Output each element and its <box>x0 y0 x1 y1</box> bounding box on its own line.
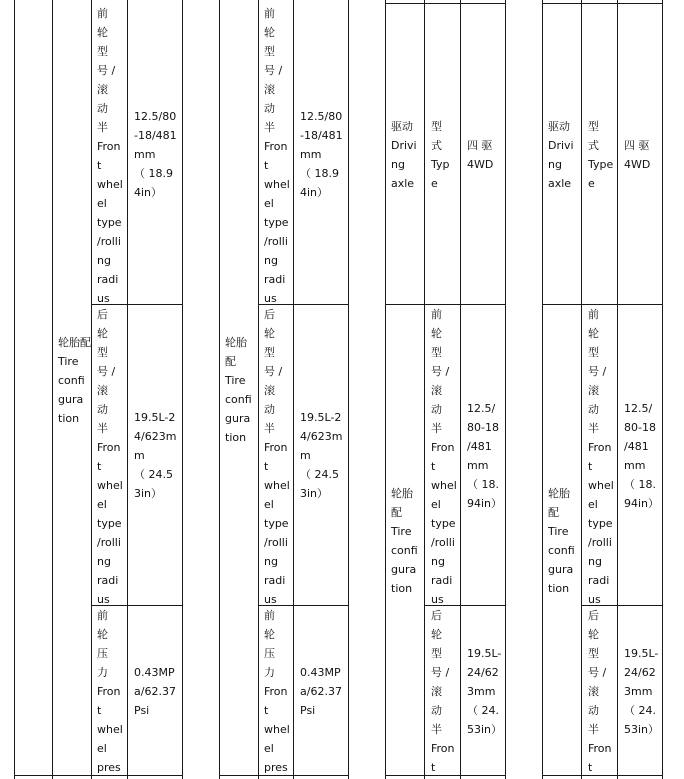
grid-line <box>662 0 663 779</box>
axle-type-label: 型 式 Typ e <box>431 120 450 190</box>
rear-wheel-type-label: 后 轮 型 号 / 滚 动 半 Fron t whel el type /rolli ng radi us <box>264 308 290 606</box>
front-wheel-type-value: 12.5/80 -18/481 mm （ 18.9 4in） <box>134 110 177 199</box>
rear-wheel-type-value: 19.5L-2 4/623m m （ 24.5 3in） <box>300 411 343 500</box>
front-wheel-type-label: 前 轮 型 号 / 滚 动 半 Fron t whel el type /rolli ng radi us <box>588 308 614 606</box>
front-wheel-pressure-value: 0.43MP a/62.37 Psi <box>134 666 176 717</box>
grid-line <box>127 0 128 779</box>
tire-config-label: 轮胎 配 Tire confi gura tion <box>225 336 252 444</box>
grid-line <box>182 0 183 779</box>
grid-line <box>581 0 582 779</box>
rear-wheel-type-label: 后 轮 型 号 / 滚 动 半 Fron t whel el type /rolli ng radi us <box>97 308 123 606</box>
grid-line <box>348 0 349 779</box>
rear-wheel-type-label: 后 轮 型 号 / 滚 动 半 Fron t <box>431 609 455 774</box>
grid-line <box>14 0 15 779</box>
tire-config-label: 轮胎 配 Tire confi gura tion <box>548 487 575 595</box>
front-wheel-type-value: 12.5/ 80-18 /481 mm （ 18. 94in） <box>467 402 503 510</box>
grid-line <box>258 0 259 779</box>
grid-line <box>505 0 506 779</box>
front-wheel-type-label: 前 轮 型 号 / 滚 动 半 Fron t whel el type /rolli ng radi us <box>431 308 457 606</box>
tire-config-label: 轮胎配 Tire confi gura tion <box>58 336 91 425</box>
grid-line <box>385 0 386 779</box>
rear-wheel-type-value: 19.5L-2 4/623m m （ 24.5 3in） <box>134 411 177 500</box>
front-wheel-pressure-label: 前 轮 压 力 Fron t whel el pres <box>97 609 123 774</box>
rear-wheel-type-label: 后 轮 型 号 / 滚 动 半 Fron t <box>588 609 612 774</box>
grid-line <box>542 0 543 779</box>
axle-type-label: 型 式 Type e <box>588 120 614 190</box>
front-wheel-type-value: 12.5/ 80-18 /481 mm （ 18. 94in） <box>624 402 660 510</box>
rear-wheel-type-value: 19.5L- 24/62 3mm （ 24. 53in） <box>624 647 660 736</box>
grid-line <box>617 0 618 779</box>
grid-line <box>385 3 506 4</box>
grid-line <box>91 0 92 779</box>
tire-config-label: 轮胎 配 Tire confi gura tion <box>391 487 418 595</box>
axle-type-value: 四 驱 4WD <box>624 139 651 171</box>
driving-axle-label: 驱动 Drivi ng axle <box>548 120 574 190</box>
driving-axle-label: 驱动 Drivi ng axle <box>391 120 417 190</box>
grid-line <box>542 3 663 4</box>
rear-wheel-type-value: 19.5L- 24/62 3mm （ 24. 53in） <box>467 647 503 736</box>
front-wheel-type-label: 前 轮 型 号 / 滚 动 半 Fron t whel el type /rolli ng radi us <box>97 7 123 305</box>
grid-line <box>293 0 294 779</box>
grid-line <box>460 0 461 779</box>
front-wheel-pressure-value: 0.43MP a/62.37 Psi <box>300 666 342 717</box>
front-wheel-type-value: 12.5/80 -18/481 mm （ 18.9 4in） <box>300 110 343 199</box>
grid-line <box>424 0 425 779</box>
grid-line <box>52 0 53 779</box>
front-wheel-pressure-label: 前 轮 压 力 Fron t whel el pres <box>264 609 290 774</box>
axle-type-value: 四 驱 4WD <box>467 139 494 171</box>
front-wheel-type-label: 前 轮 型 号 / 滚 动 半 Fron t whel el type /rolli ng radi us <box>264 7 290 305</box>
grid-line <box>219 0 220 779</box>
